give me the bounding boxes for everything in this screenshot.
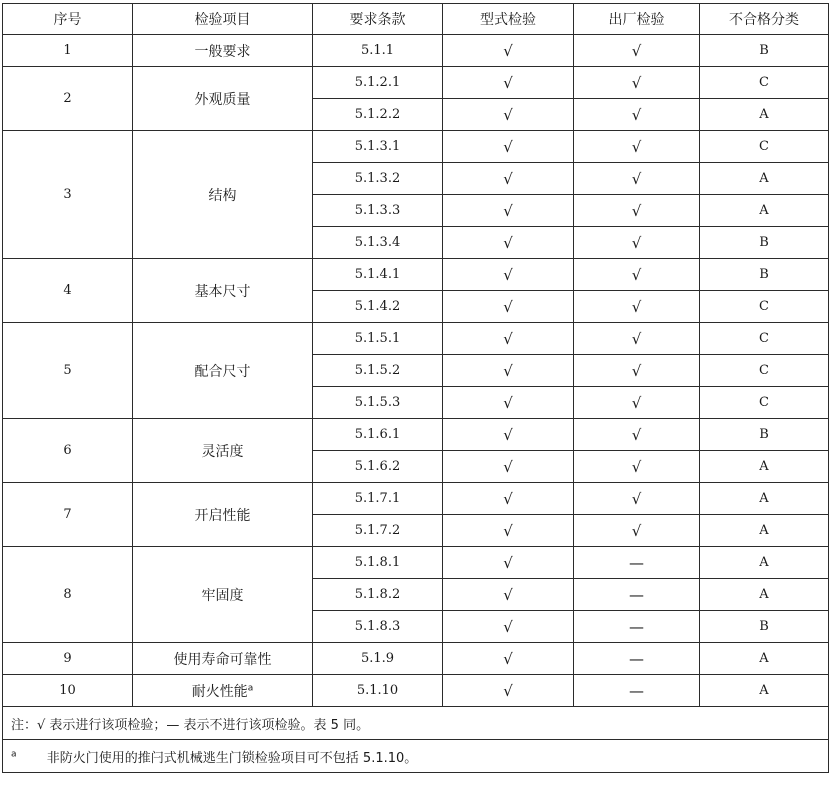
inspection-item	[133, 35, 313, 67]
type-test-cell: √	[443, 67, 574, 99]
inspection-item	[133, 259, 313, 323]
type-test-cell: √	[443, 323, 574, 355]
factory-test-cell: √	[574, 483, 700, 515]
header-row	[3, 4, 829, 35]
type-test-cell: √	[443, 451, 574, 483]
class-cell: C	[700, 355, 829, 387]
table-row	[3, 675, 829, 707]
class-cell: A	[700, 547, 829, 579]
factory-test-cell: —	[574, 675, 700, 707]
type-test-cell: √	[443, 163, 574, 195]
clause-cell: 5.1.7.2	[313, 515, 443, 547]
table-body	[3, 35, 829, 707]
table-row	[3, 67, 829, 99]
inspection-item-label: 配合尺寸	[194, 363, 251, 380]
factory-test-cell: √	[574, 259, 700, 291]
type-test-cell: √	[443, 99, 574, 131]
class-cell: C	[700, 387, 829, 419]
row-number: 5	[3, 323, 133, 419]
clause-cell: 5.1.9	[313, 643, 443, 675]
footnote-superscript: a	[247, 682, 254, 693]
type-test-cell: √	[443, 291, 574, 323]
clause-cell: 5.1.8.2	[313, 579, 443, 611]
inspection-table-container	[2, 3, 828, 773]
class-cell: B	[700, 35, 829, 67]
factory-test-cell: √	[574, 515, 700, 547]
factory-test-cell: √	[574, 99, 700, 131]
class-cell: A	[700, 515, 829, 547]
note-row	[3, 707, 829, 740]
row-number: 6	[3, 419, 133, 483]
type-test-cell: √	[443, 387, 574, 419]
header-clause: 要求条款	[313, 4, 443, 35]
row-number: 1	[3, 35, 133, 67]
note-text: 注：√ 表示进行该项检验；— 表示不进行该项检验。表 5 同。	[3, 707, 829, 740]
factory-test-cell: √	[574, 323, 700, 355]
clause-cell: 5.1.3.2	[313, 163, 443, 195]
clause-cell: 5.1.2.1	[313, 67, 443, 99]
class-cell: B	[700, 611, 829, 643]
class-cell: A	[700, 579, 829, 611]
type-test-cell: √	[443, 419, 574, 451]
type-test-cell: √	[443, 355, 574, 387]
clause-cell: 5.1.3.3	[313, 195, 443, 227]
class-cell: B	[700, 419, 829, 451]
inspection-item	[133, 483, 313, 547]
class-cell: A	[700, 483, 829, 515]
inspection-item-label: 耐火性能	[191, 683, 248, 700]
inspection-item-label: 基本尺寸	[194, 283, 251, 300]
class-cell: A	[700, 163, 829, 195]
inspection-item-label: 外观质量	[194, 91, 251, 108]
class-cell: B	[700, 259, 829, 291]
table-row	[3, 323, 829, 355]
clause-cell: 5.1.2.2	[313, 99, 443, 131]
class-cell: A	[700, 451, 829, 483]
factory-test-cell: √	[574, 163, 700, 195]
clause-cell: 5.1.4.2	[313, 291, 443, 323]
factory-test-cell: √	[574, 195, 700, 227]
row-number: 8	[3, 547, 133, 643]
factory-test-cell: —	[574, 579, 700, 611]
factory-test-cell: √	[574, 355, 700, 387]
table-row	[3, 547, 829, 579]
type-test-cell: √	[443, 259, 574, 291]
type-test-cell: √	[443, 35, 574, 67]
factory-test-cell: —	[574, 611, 700, 643]
inspection-item-label: 牢固度	[201, 587, 244, 604]
type-test-cell: √	[443, 579, 574, 611]
clause-cell: 5.1.5.1	[313, 323, 443, 355]
table-row	[3, 35, 829, 67]
table-row	[3, 259, 829, 291]
factory-test-cell: √	[574, 35, 700, 67]
clause-cell: 5.1.1	[313, 35, 443, 67]
class-cell: C	[700, 131, 829, 163]
type-test-cell: √	[443, 643, 574, 675]
factory-test-cell: √	[574, 131, 700, 163]
table-row	[3, 131, 829, 163]
footnote-row	[3, 740, 829, 773]
factory-test-cell: √	[574, 227, 700, 259]
clause-cell: 5.1.6.2	[313, 451, 443, 483]
class-cell: C	[700, 67, 829, 99]
row-number: 3	[3, 131, 133, 259]
factory-test-cell: —	[574, 643, 700, 675]
type-test-cell: √	[443, 515, 574, 547]
table-row	[3, 483, 829, 515]
inspection-item	[133, 131, 313, 259]
class-cell: A	[700, 675, 829, 707]
footnote-mark: a	[11, 749, 17, 760]
type-test-cell: √	[443, 675, 574, 707]
footnote-cell	[3, 740, 829, 773]
clause-cell: 5.1.7.1	[313, 483, 443, 515]
row-number: 10	[3, 675, 133, 707]
type-test-cell: √	[443, 195, 574, 227]
clause-cell: 5.1.8.3	[313, 611, 443, 643]
factory-test-cell: √	[574, 451, 700, 483]
class-cell: C	[700, 291, 829, 323]
table-row	[3, 643, 829, 675]
header-type-test: 型式检验	[443, 4, 574, 35]
class-cell: A	[700, 195, 829, 227]
clause-cell: 5.1.3.1	[313, 131, 443, 163]
row-number: 2	[3, 67, 133, 131]
inspection-item-label: 灵活度	[201, 443, 244, 460]
header-no: 序号	[3, 4, 133, 35]
inspection-item-label: 使用寿命可靠性	[173, 651, 272, 668]
table-row	[3, 419, 829, 451]
row-number: 9	[3, 643, 133, 675]
type-test-cell: √	[443, 227, 574, 259]
clause-cell: 5.1.3.4	[313, 227, 443, 259]
class-cell: C	[700, 323, 829, 355]
clause-cell: 5.1.4.1	[313, 259, 443, 291]
inspection-item-label: 结构	[208, 187, 237, 204]
inspection-item	[133, 643, 313, 675]
type-test-cell: √	[443, 547, 574, 579]
inspection-item-label: 开启性能	[194, 507, 251, 524]
clause-cell: 5.1.5.2	[313, 355, 443, 387]
class-cell: B	[700, 227, 829, 259]
inspection-item	[133, 675, 313, 707]
class-cell: A	[700, 643, 829, 675]
header-class: 不合格分类	[700, 4, 829, 35]
factory-test-cell: √	[574, 419, 700, 451]
clause-cell: 5.1.10	[313, 675, 443, 707]
inspection-item	[133, 67, 313, 131]
type-test-cell: √	[443, 483, 574, 515]
footnote-text: 非防火门使用的推闩式机械逃生门锁检验项目可不包括 5.1.10。	[46, 750, 418, 766]
factory-test-cell: √	[574, 387, 700, 419]
header-factory-test: 出厂检验	[574, 4, 700, 35]
factory-test-cell: √	[574, 67, 700, 99]
row-number: 4	[3, 259, 133, 323]
inspection-item	[133, 323, 313, 419]
factory-test-cell: —	[574, 547, 700, 579]
inspection-item-label: 一般要求	[194, 43, 251, 60]
clause-cell: 5.1.8.1	[313, 547, 443, 579]
row-number: 7	[3, 483, 133, 547]
inspection-table	[2, 3, 829, 773]
factory-test-cell: √	[574, 291, 700, 323]
type-test-cell: √	[443, 131, 574, 163]
class-cell: A	[700, 99, 829, 131]
type-test-cell: √	[443, 611, 574, 643]
header-item: 检验项目	[133, 4, 313, 35]
inspection-item	[133, 547, 313, 643]
clause-cell: 5.1.6.1	[313, 419, 443, 451]
inspection-item	[133, 419, 313, 483]
clause-cell: 5.1.5.3	[313, 387, 443, 419]
